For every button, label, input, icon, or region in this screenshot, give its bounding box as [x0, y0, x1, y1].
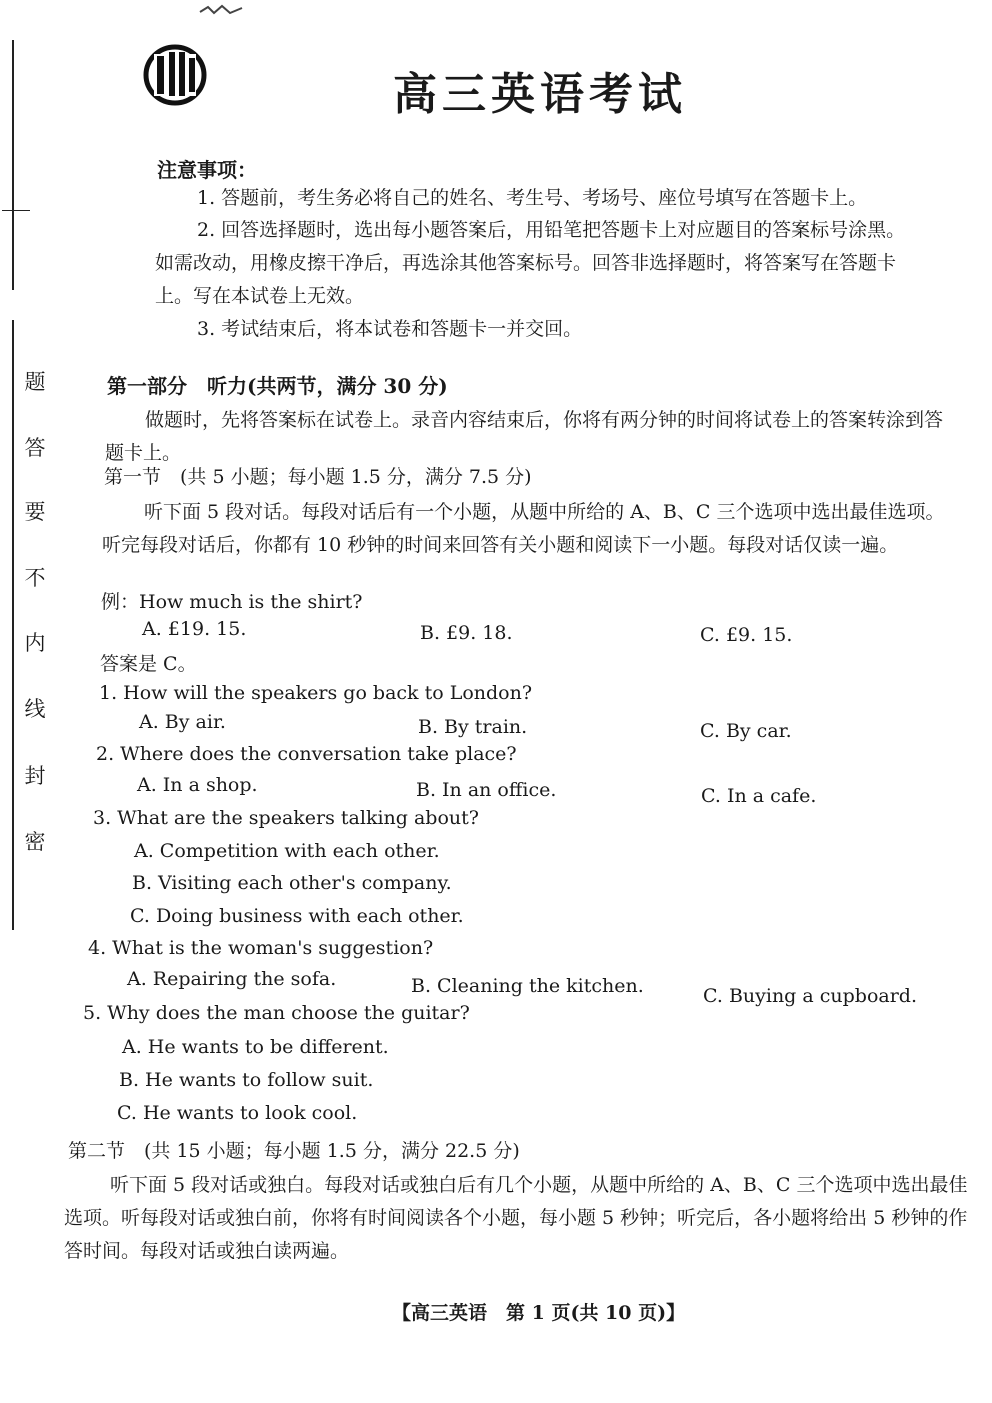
option-c: C. Buying a cupboard. [703, 985, 918, 1007]
option-b: B. Cleaning the kitchen. [411, 975, 644, 997]
binding-line-upper [12, 40, 14, 290]
section2-heading: 第二节 (共 15 小题；每小题 1.5 分，满分 22.5 分) [68, 1140, 520, 1162]
option-c: C. Doing business with each other. [130, 905, 464, 927]
note-item: 1. 答题前，考生务必将自己的姓名、考生号、考场号、座位号填写在答题卡上。 [197, 187, 868, 209]
option-a: A. In a shop. [137, 774, 258, 796]
option-a: A. By air. [139, 711, 226, 733]
seal-char: 封 [24, 764, 46, 788]
seal-char: 密 [24, 830, 46, 854]
option-b: B. By train. [418, 716, 528, 738]
option-b: B. In an office. [416, 779, 557, 801]
example-answer: 答案是 C。 [100, 653, 197, 675]
section1-intro: 听下面 5 段对话。每段对话后有一个小题，从题中所给的 A、B、C 三个选项中选出最佳选项。听完每段对话后，你都有 10 秒钟的时间来回答有关小题和阅读下一小题。每段对话仅读一遍。 [102, 501, 945, 556]
question-2: 2. Where does the conversation take place? [96, 743, 517, 765]
binding-line-lower [12, 320, 14, 930]
section2-intro: 听下面 5 段对话或独白。每段对话或独白后有几个小题，从题中所给的 A、B、C 三个选项中选出最佳选项。听每段对话或独白前，你将有时间阅读各个小题，每小题 5 秒钟；听完后，各小题将给出 5 秒钟的作答时间。每段对话或独白读两遍。 [64, 1174, 968, 1262]
note-item: 2. 回答选择题时，选出每小题答案后，用铅笔把答题卡上对应题目的答案标号涂黑。如需改动，用橡皮擦干净后，再选涂其他答案标号。回答非选择题时，将答案写在答题卡上。写在本试卷上无效。 [155, 219, 906, 307]
seal-char: 不 [24, 566, 46, 590]
option-a: A. Repairing the sofa. [127, 968, 337, 990]
seal-char: 内 [24, 631, 46, 655]
question-3: 3. What are the speakers talking about? [93, 807, 479, 829]
header-mark [198, 4, 244, 16]
seal-char: 要 [24, 500, 46, 524]
option-b: B. He wants to follow suit. [119, 1069, 374, 1091]
option-b: B. Visiting each other's company. [132, 872, 452, 894]
section1-heading: 第一节 (共 5 小题；每小题 1.5 分，满分 7.5 分) [104, 466, 532, 488]
option-c: C. By car. [700, 720, 792, 742]
page-footer: 【高三英语 第 1 页(共 10 页)】 [392, 1302, 686, 1324]
seal-char: 线 [24, 697, 46, 721]
option-c: C. He wants to look cool. [117, 1102, 358, 1124]
example-question: 例：How much is the shirt? [101, 591, 363, 613]
option-c: C. £9. 15. [700, 624, 793, 646]
exam-logo-icon [143, 44, 207, 106]
name-blank-line [2, 210, 30, 211]
notes-heading: 注意事项： [157, 158, 257, 182]
note-item: 3. 考试结束后，将本试卷和答题卡一并交回。 [197, 318, 583, 340]
seal-char: 题 [24, 370, 46, 394]
seal-char: 答 [24, 436, 46, 460]
option-b: B. £9. 18. [420, 622, 513, 644]
question-5: 5. Why does the man choose the guitar? [83, 1002, 470, 1024]
option-c: C. In a cafe. [701, 785, 817, 807]
part1-heading: 第一部分 听力(共两节，满分 30 分) [107, 374, 448, 398]
part1-intro: 做题时，先将答案标在试卷上。录音内容结束后，你将有两分钟的时间将试卷上的答案转涂到答题卡上。 [105, 409, 944, 464]
page-title: 高三英语考试 [393, 69, 687, 120]
question-4: 4. What is the woman's suggestion? [88, 937, 434, 959]
option-a: A. He wants to be different. [122, 1036, 389, 1058]
option-a: A. Competition with each other. [134, 840, 440, 862]
option-a: A. £19. 15. [142, 618, 247, 640]
question-1: 1. How will the speakers go back to London? [99, 682, 533, 704]
